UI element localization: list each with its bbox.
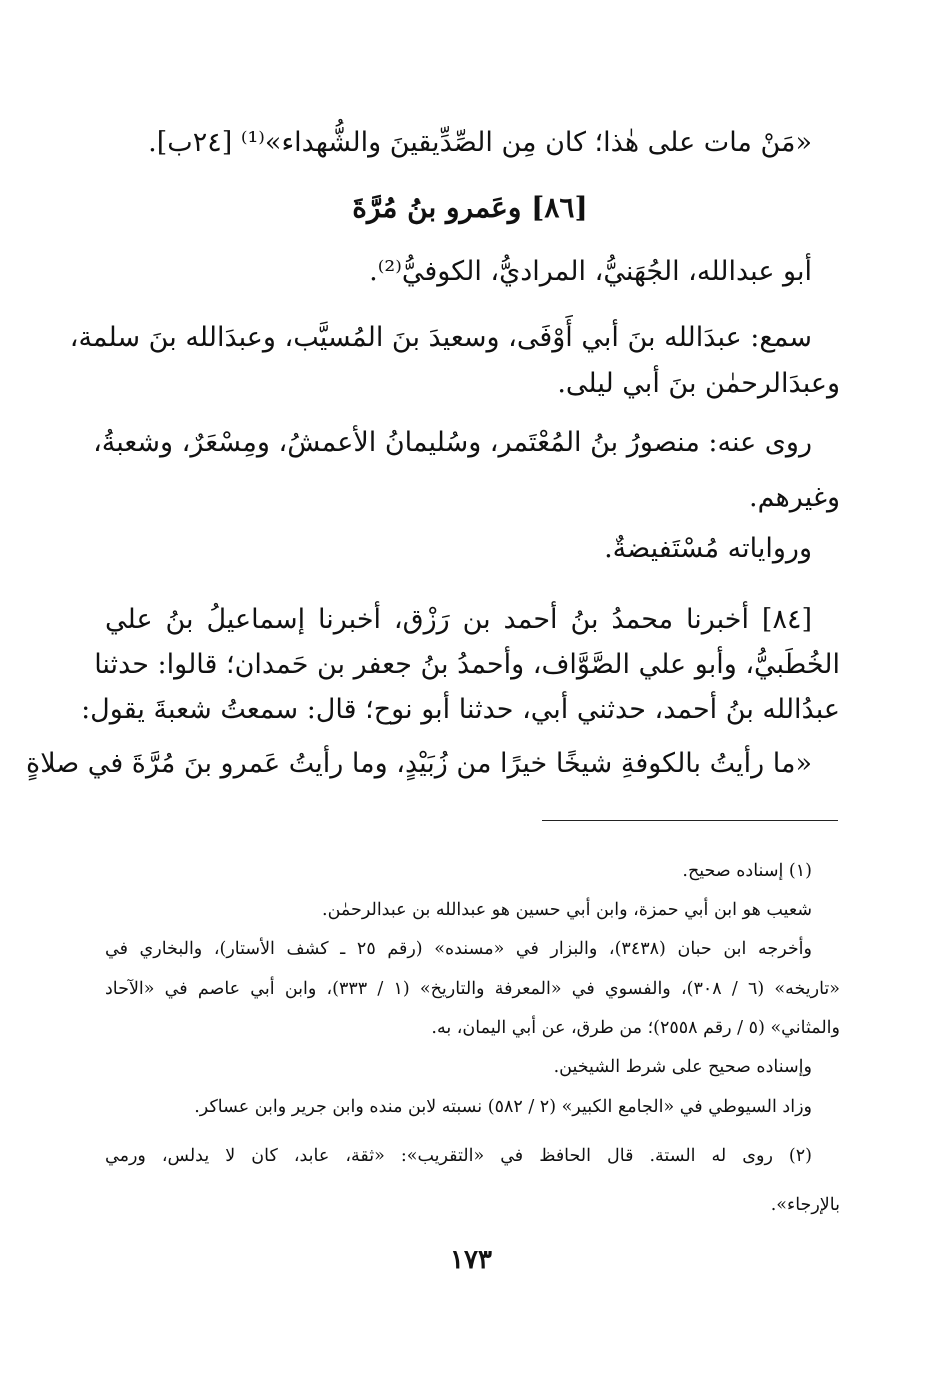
footnote-line-4: «تاريخه» (٦ / ٣٠٨)، والفسوي في «المعرفة والتاريخ» (١ / ٣٣٣)، وابن أبي عاصم في «الآحاد xyxy=(105,979,840,999)
footnote-line-7: وزاد السيوطي في «الجامع الكبير» (٢ / ٥٨٢) نسبته لابن منده وابن جرير وابن عساكر. xyxy=(194,1097,812,1117)
footnote-line-8: (٢) روى له الستة. قال الحافظ في «التقريب»: «ثقة، عابد، كان لا يدلس، ورمي xyxy=(105,1146,812,1166)
text-line-8: ورواياته مُسْتَفيضةٌ. xyxy=(604,533,812,564)
text-line-4: سمع: عبدَالله بنَ أبي أَوْفَى، وسعيدَ بنَ المُسيَّب، وعبدَالله بنَ سلمة، xyxy=(69,322,812,353)
text-line-9: [٨٤] أخبرنا محمدُ بنُ أحمد بن رَزْق، أخبرنا إسماعيلُ بنُ علي xyxy=(105,604,812,635)
entry-heading: [٨٦] وعَمرو بنُ مُرَّةَ xyxy=(352,191,588,224)
footnote-line-3: وأخرجه ابن حبان (٣٤٣٨)، والبزار في «مسنده» (رقم ٢٥ ـ كشف الأستار)، والبخاري في xyxy=(105,939,812,959)
text-line-1: «مَنْ مات على هٰذا؛ كان مِن الصِّدِّيقينَ والشُّهداء»⁽¹⁾ [٢٤ب]. xyxy=(148,127,812,158)
text-line-12: «ما رأيتُ بالكوفةِ شيخًا خيرًا من زُبَيْدٍ، وما رأيتُ عَمرو بنَ مُرَّةَ في صلاةٍ xyxy=(26,748,812,779)
text-line-3: أبو عبدالله، الجُهَنيُّ، المراديُّ، الكوفيُّ⁽²⁾. xyxy=(369,256,812,287)
page-number: ١٧٣ xyxy=(450,1245,492,1275)
text-line-7: وغيرهم. xyxy=(749,482,840,513)
text-line-6: روى عنه: منصورُ بنُ المُعْتَمر، وسُليمانُ الأعمشُ، ومِسْعَرٌ، وشعبةُ، xyxy=(93,427,812,458)
footnote-line-5: والمثاني» (٥ / رقم ٢٥٥٨)؛ من طرق، عن أبي اليمان، به. xyxy=(431,1018,840,1038)
footnote-line-6: وإسناده صحيح على شرط الشيخين. xyxy=(553,1057,812,1077)
text-line-11: عبدُالله بنُ أحمد، حدثني أبي، حدثنا أبو نوح؛ قال: سمعتُ شعبةَ يقول: xyxy=(81,694,840,725)
text-line-10: الخُطَبيُّ، وأبو علي الصَّوَّاف، وأحمدُ بنُ جعفر بن حَمدان؛ قالوا: حدثنا xyxy=(94,649,840,680)
footnote-line-9: بالإرجاء». xyxy=(770,1195,840,1215)
footnote-line-1: (١) إسناده صحيح. xyxy=(682,861,812,881)
text-line-5: وعبدَالرحمٰن بنَ أبي ليلى. xyxy=(557,368,840,399)
footnote-line-2: شعيب هو ابن أبي حمزة، وابن أبي حسين هو عبدالله بن عبدالرحمٰن. xyxy=(322,900,812,920)
footnote-separator xyxy=(542,820,838,821)
